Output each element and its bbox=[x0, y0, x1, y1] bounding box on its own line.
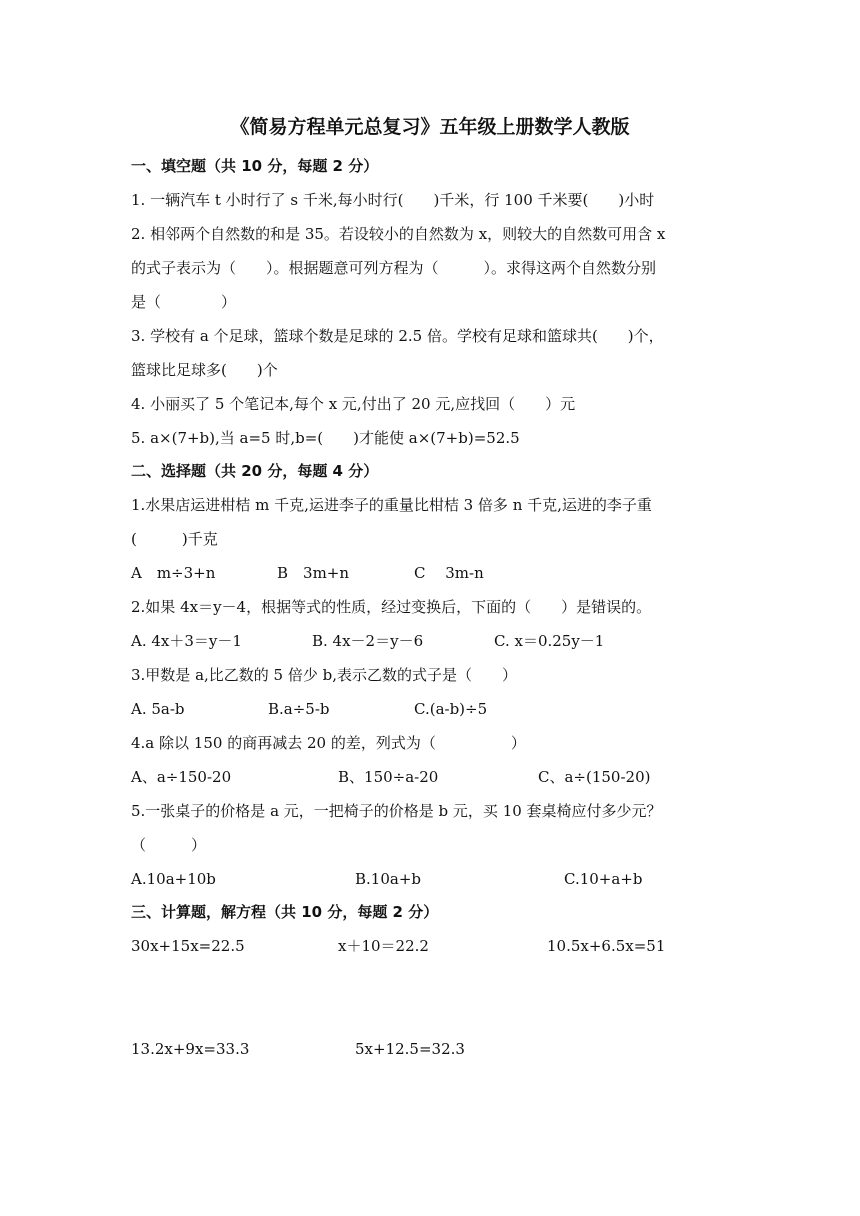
fill-question-3-line2: 篮球比足球多( )个 bbox=[131, 361, 278, 379]
section3-heading: 三、计算题，解方程（共 10 分，每题 2 分） bbox=[131, 903, 439, 921]
fill-question-4: 4. 小丽买了 5 个笔记本,每个 x 元,付出了 20 元,应找回（ ）元 bbox=[131, 395, 576, 413]
choice-option: B. 4x－2＝y－6 bbox=[312, 632, 424, 650]
choice-option: A. 4x＋3＝y－1 bbox=[131, 632, 242, 650]
choice-option: B.a÷5-b bbox=[268, 700, 330, 718]
fill-question-1: 1. 一辆汽车 t 小时行了 s 千米,每小时行( )千米，行 100 千米要( )小时 bbox=[131, 191, 655, 209]
choice-question-5-line2: （ ） bbox=[131, 836, 207, 854]
choice-question-5-line1: 5.一张桌子的价格是 a 元，一把椅子的价格是 b 元，买 10 套桌椅应付多少元？ bbox=[131, 802, 662, 820]
page-title: 《简易方程单元总复习》五年级上册数学人教版 bbox=[230, 116, 630, 138]
fill-question-5: 5. a×(7+b),当 a=5 时,b=( )才能使 a×(7+b)=52.5 bbox=[131, 429, 520, 447]
equation: 10.5x+6.5x=51 bbox=[547, 937, 666, 955]
choice-option: A、a÷150-20 bbox=[131, 768, 232, 786]
choice-option: B.10a+b bbox=[355, 870, 421, 888]
choice-question-1-line1: 1.水果店运进柑桔 m 千克,运进李子的重量比柑桔 3 倍多 n 千克,运进的李子重 bbox=[131, 496, 652, 514]
choice-question-3: 3.甲数是 a,比乙数的 5 倍少 b,表示乙数的式子是（ ） bbox=[131, 666, 518, 684]
choice-option: C.10+a+b bbox=[564, 870, 643, 888]
choice-option: C、a÷(150-20) bbox=[538, 768, 651, 786]
choice-option: B 3m+n bbox=[277, 564, 350, 582]
choice-option: A m÷3+n bbox=[131, 564, 216, 582]
choice-question-2: 2.如果 4x＝y－4，根据等式的性质，经过变换后，下面的（ ）是错误的。 bbox=[131, 598, 652, 616]
equation: 30x+15x=22.5 bbox=[131, 937, 245, 955]
choice-question-1-line2: ( )千克 bbox=[131, 530, 218, 548]
fill-question-3-line1: 3. 学校有 a 个足球，篮球个数是足球的 2.5 倍。学校有足球和篮球共( )个， bbox=[131, 327, 664, 345]
choice-option: C. x＝0.25y－1 bbox=[494, 632, 605, 650]
section2-heading: 二、选择题（共 20 分，每题 4 分） bbox=[131, 462, 379, 480]
choice-option: A. 5a-b bbox=[131, 700, 185, 718]
fill-question-2-line3: 是（ ） bbox=[131, 293, 237, 311]
choice-option: C 3m-n bbox=[414, 564, 484, 582]
equation: x＋10＝22.2 bbox=[338, 937, 429, 955]
choice-option: A.10a+10b bbox=[131, 870, 216, 888]
section1-heading: 一、填空题（共 10 分，每题 2 分） bbox=[131, 157, 379, 175]
equation: 13.2x+9x=33.3 bbox=[131, 1040, 250, 1058]
choice-option: C.(a-b)÷5 bbox=[414, 700, 488, 718]
choice-question-4: 4.a 除以 150 的商再减去 20 的差，列式为（ ） bbox=[131, 734, 526, 752]
equation: 5x+12.5=32.3 bbox=[355, 1040, 465, 1058]
choice-option: B、150÷a-20 bbox=[338, 768, 439, 786]
fill-question-2-line1: 2. 相邻两个自然数的和是 35。若设较小的自然数为 x，则较大的自然数可用含 x bbox=[131, 225, 666, 243]
fill-question-2-line2: 的式子表示为（ ）。根据题意可列方程为（ ）。求得这两个自然数分别 bbox=[131, 259, 657, 277]
